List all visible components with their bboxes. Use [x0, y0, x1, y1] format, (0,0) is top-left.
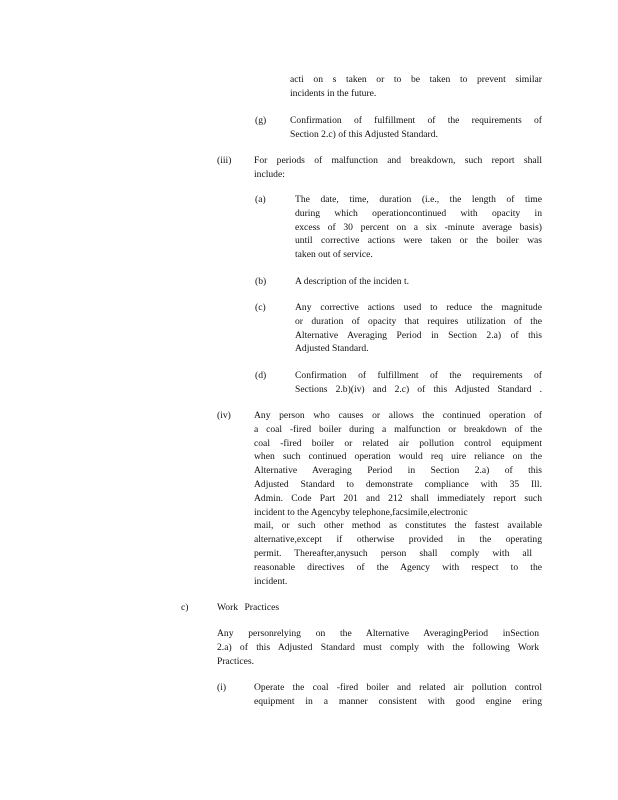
- item-label-b: (b): [255, 276, 267, 287]
- text-line: until corrective actions were taken or the boiler was: [295, 235, 542, 247]
- text-line: Alternative Averaging Period in Section 2.a) of this: [254, 465, 542, 477]
- text-line: mail, or such other method as constitutes the fastest available: [254, 520, 542, 532]
- item-d-text: [295, 369, 542, 397]
- text-line: a coal -fired boiler during a malfunction or breakdown of the: [254, 423, 542, 435]
- text-line: Admin. Code Part 201 and 212 shall immediately report such: [254, 492, 542, 504]
- text-line: incident.: [254, 575, 288, 587]
- item-label-iv: (iv): [217, 410, 231, 421]
- text-line: 2.a) of this Adjusted Standard must comply with the following Work: [217, 641, 539, 653]
- text-line: Confirmation of fulfillment of the requirements of: [290, 115, 542, 126]
- section-c-intro: [217, 627, 539, 668]
- text-line: Alternative Averaging Period in Section 2.a) of this: [295, 329, 542, 341]
- text-line: Adjusted Standard to demonstrate compliance with 35 Ill.: [254, 478, 542, 490]
- text-line: incidents in the future.: [290, 87, 377, 99]
- item-label-iii: (iii): [217, 155, 232, 166]
- text-line: include:: [254, 168, 285, 180]
- text-line: Practices.: [217, 655, 255, 667]
- section-heading: Work Practices: [217, 602, 280, 613]
- item-g-text: [290, 114, 542, 142]
- item-label-a: (a): [255, 194, 266, 205]
- text-line: The date, time, duration (i.e., the length of time: [295, 194, 542, 205]
- item-label-g: (g): [255, 115, 267, 126]
- text-line: Sections 2.b)(iv) and 2.c) of this Adjusted Standard .: [295, 383, 542, 395]
- text-line: For periods of malfunction and breakdown, such report shall: [254, 155, 542, 166]
- text-line: Any personrelying on the Alternative AveragingPeriod inSection: [217, 628, 539, 639]
- text-line: excess of 30 percent on a six -minute average basis): [295, 221, 542, 233]
- item-f-continuation: [290, 73, 542, 101]
- text-line: taken out of service.: [295, 249, 373, 261]
- item-a-text: [295, 193, 542, 262]
- item-label-d: (d): [255, 370, 267, 381]
- text-line: Any person who causes or allows the continued operation of: [254, 410, 542, 421]
- item-c-text: [295, 301, 542, 356]
- text-line: Confirmation of fulfillment of the requirements of: [295, 370, 542, 381]
- item-iv-text: [254, 409, 542, 588]
- item-label-c: (c): [255, 302, 266, 313]
- text-line: acti on s taken or to be taken to prevent similar: [290, 74, 542, 85]
- text-line: Adjusted Standard.: [295, 343, 369, 355]
- text-line: Any corrective actions used to reduce the magnitude: [295, 302, 542, 313]
- text-line: when such continued operation would req uire reliance on the: [254, 451, 542, 463]
- text-line: coal -fired boiler or related air pollution control equipment: [254, 437, 542, 449]
- text-line: equipment in a manner consistent with good engine ering: [254, 695, 542, 707]
- item-b-text: [295, 275, 542, 289]
- item-label-i: (i): [217, 682, 227, 693]
- text-line: Section 2.c) of this Adjusted Standard.: [290, 128, 438, 140]
- text-line: A description of the inciden t.: [295, 276, 410, 287]
- text-line: reasonable directives of the Agency with respect to the: [254, 561, 542, 573]
- text-line: Operate the coal -fired boiler and related air pollution control: [254, 682, 542, 693]
- text-line: permit. Thereafter,anysuch person shall comply with all: [254, 547, 532, 559]
- text-line: incident to the Agencyby telephone,facsimile,electronic: [254, 506, 468, 518]
- text-line: or duration of opacity that requires utilization of the: [295, 315, 542, 327]
- text-line: during which operationcontinued with opacity in: [295, 207, 542, 219]
- item-iii-text: [254, 154, 542, 182]
- section-label-c: c): [181, 602, 189, 613]
- text-line: alternative,except if otherwise provided in the operating: [254, 534, 542, 546]
- item-i-text: [254, 681, 542, 709]
